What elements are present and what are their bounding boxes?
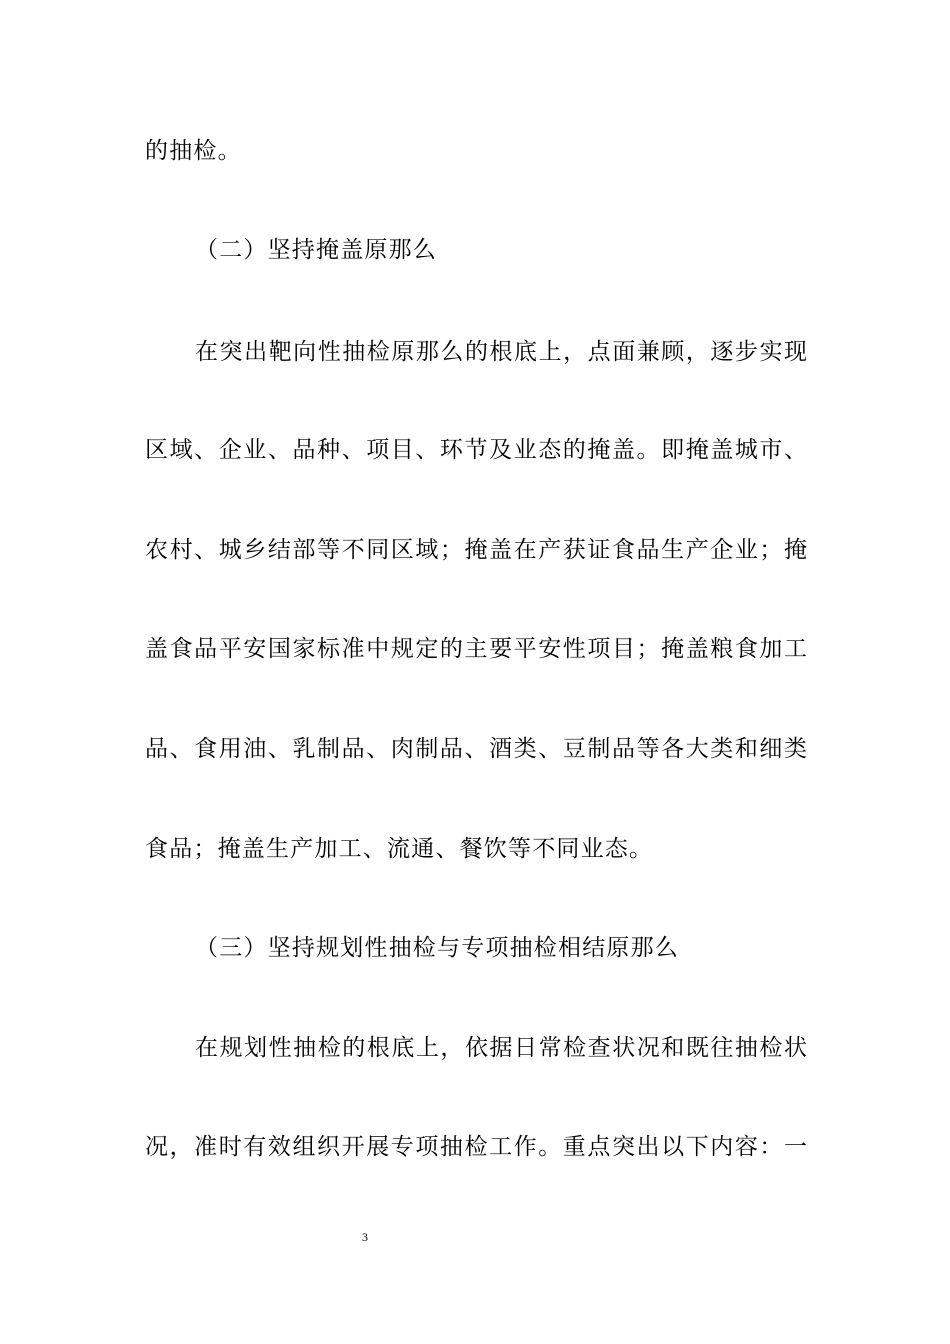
paragraph-line: 在突出靶向性抽检原那么的根底上，点面兼顾，逐步实现 bbox=[195, 339, 807, 365]
page-number: 3 bbox=[362, 1230, 368, 1244]
paragraph-line: 食品；掩盖生产加工、流通、餐饮等不同业态。 bbox=[145, 836, 654, 862]
paragraph-line: 盖食品平安国家标准中规定的主要平安性项目；掩盖粮食加工 bbox=[145, 636, 807, 662]
section-heading-coverage-principle: （二）坚持掩盖原那么 bbox=[195, 237, 437, 263]
paragraph-line: 农村、城乡结部等不同区域；掩盖在产获证食品生产企业；掩 bbox=[145, 537, 807, 563]
paragraph-line: 品、食用油、乳制品、肉制品、酒类、豆制品等各大类和细类 bbox=[145, 736, 807, 762]
paragraph-line: 在规划性抽检的根底上，依据日常检查状况和既往抽检状 bbox=[195, 1035, 807, 1061]
section-heading-planned-special-inspection: （三）坚持规划性抽检与专项抽检相结原那么 bbox=[195, 935, 679, 961]
paragraph-line: 况，准时有效组织开展专项抽检工作。重点突出以下内容：一 bbox=[145, 1134, 807, 1160]
paragraph-line: 区域、企业、品种、项目、环节及业态的掩盖。即掩盖城市、 bbox=[145, 437, 807, 463]
paragraph-continuation-line: 的抽检。 bbox=[145, 138, 242, 164]
